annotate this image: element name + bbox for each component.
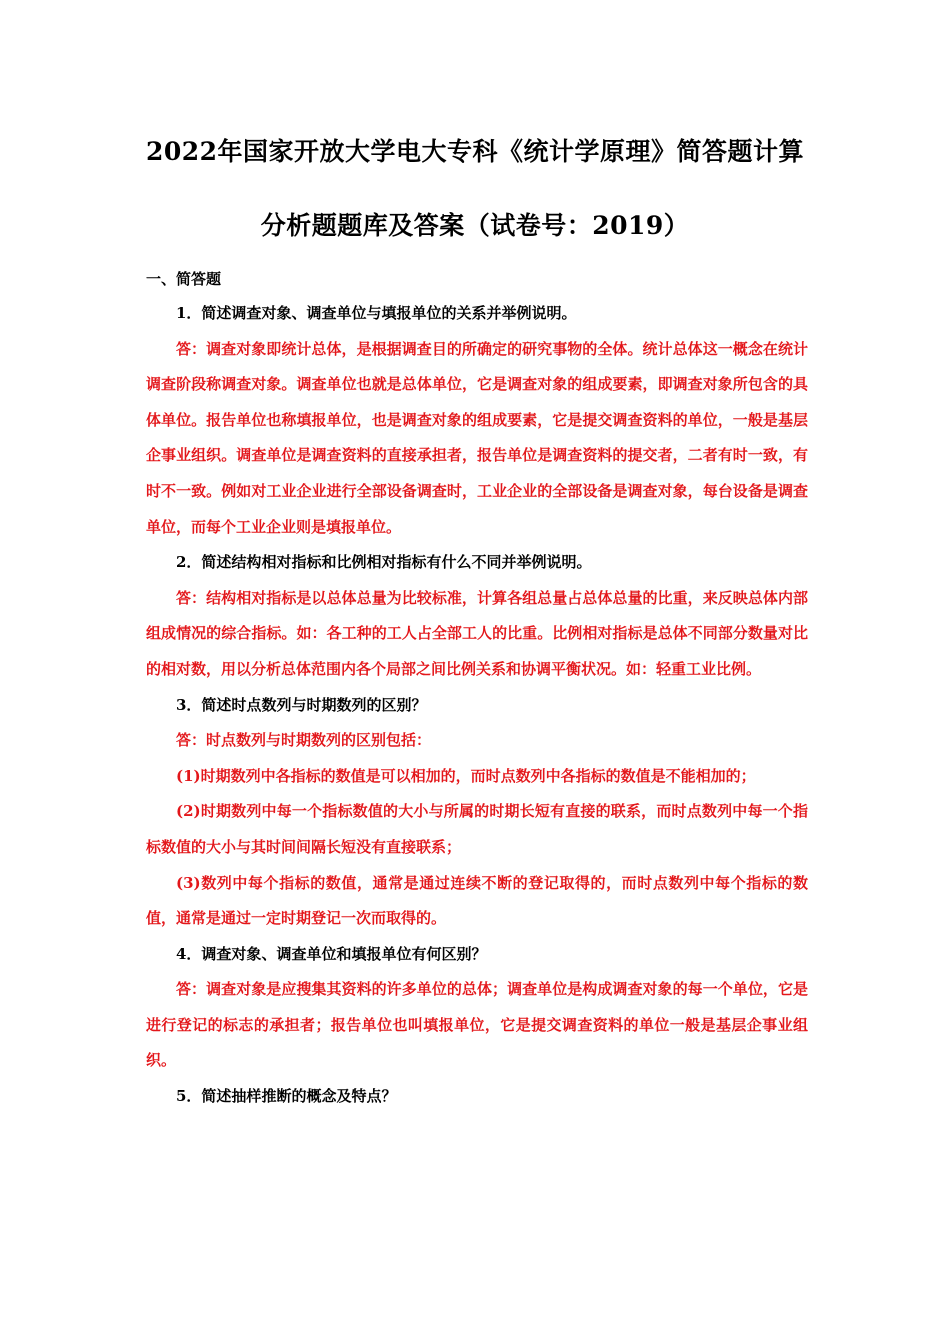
question-paragraph: 1．简述调查对象、调查单位与填报单位的关系并举例说明。	[176, 304, 577, 322]
answer-paragraph: 答：调查对象是应搜集其资料的许多单位的总体；调查单位是构成调查对象的每一个单位，它是进行登记的标志的承担者；报告单位也叫填报单位，它是提交调查资料的单位一般是基层企事业组织。	[146, 980, 808, 1070]
document-title-line-1: 2022年国家开放大学电大专科《统计学原理》简答题计算	[145, 137, 805, 166]
answer-paragraph: 答：结构相对指标是以总体总量为比较标准，计算各组总量占总体总量的比重，来反映总体内部组成情况的综合指标。如：各工种的工人占全部工人的比重。比例相对指标是总体不同部分数量对比的相对数，用以分析总体范围内各个局部之间比例关系和协调平衡状况。如：轻重工业比例。	[146, 588, 808, 678]
answer-paragraph: 答：时点数列与时期数列的区别包括：	[176, 731, 432, 750]
question-paragraph: 5．简述抽样推断的概念及特点？	[176, 1087, 397, 1106]
answer-paragraph: (1)时期数列中各指标的数值是可以相加的，而时点数列中各指标的数值是不能相加的；	[176, 766, 756, 785]
question-paragraph: 3．简述时点数列与时期数列的区别？	[176, 695, 427, 714]
answer-paragraph: (3)数列中每个指标的数值，通常是通过连续不断的登记取得的，而时点数列中每个指标的数值，通常是通过一定时期登记一次而取得的。	[146, 873, 808, 928]
document-title-line-2: 分析题题库及答案（试卷号：2019）	[260, 211, 690, 240]
answer-paragraph: (2)时期数列中每一个指标数值的大小与所属的时期长短有直接的联系，而时点数列中每一个指标数值的大小与其时间间隔长短没有直接联系；	[146, 802, 808, 856]
answer-paragraph: 答：调查对象即统计总体，是根据调查目的所确定的研究事物的全体。统计总体这一概念在统计调查阶段称调查对象。调查单位也就是总体单位，它是调查对象的组成要素，即调查对象所包含的具体单位。报告单位也称填报单位，也是调查对象的组成要素，它是提交调查资料的单位，一般是基层企事业组织。调查单位是调查资料的直接承担者，报告单位是调查资料的提交者，二者有时一致，有时不一致。例如对工业企业进行全部设备调查时，工业企业的全部设备是调查对象，每台设备是调查单位，而每个工业企业则是填报单位。	[146, 339, 808, 536]
section-heading: 一、简答题	[146, 270, 222, 288]
question-paragraph: 4．调查对象、调查单位和填报单位有何区别？	[176, 944, 487, 963]
question-paragraph: 2．简述结构相对指标和比例相对指标有什么不同并举例说明。	[176, 553, 592, 572]
document-body	[146, 296, 808, 1115]
